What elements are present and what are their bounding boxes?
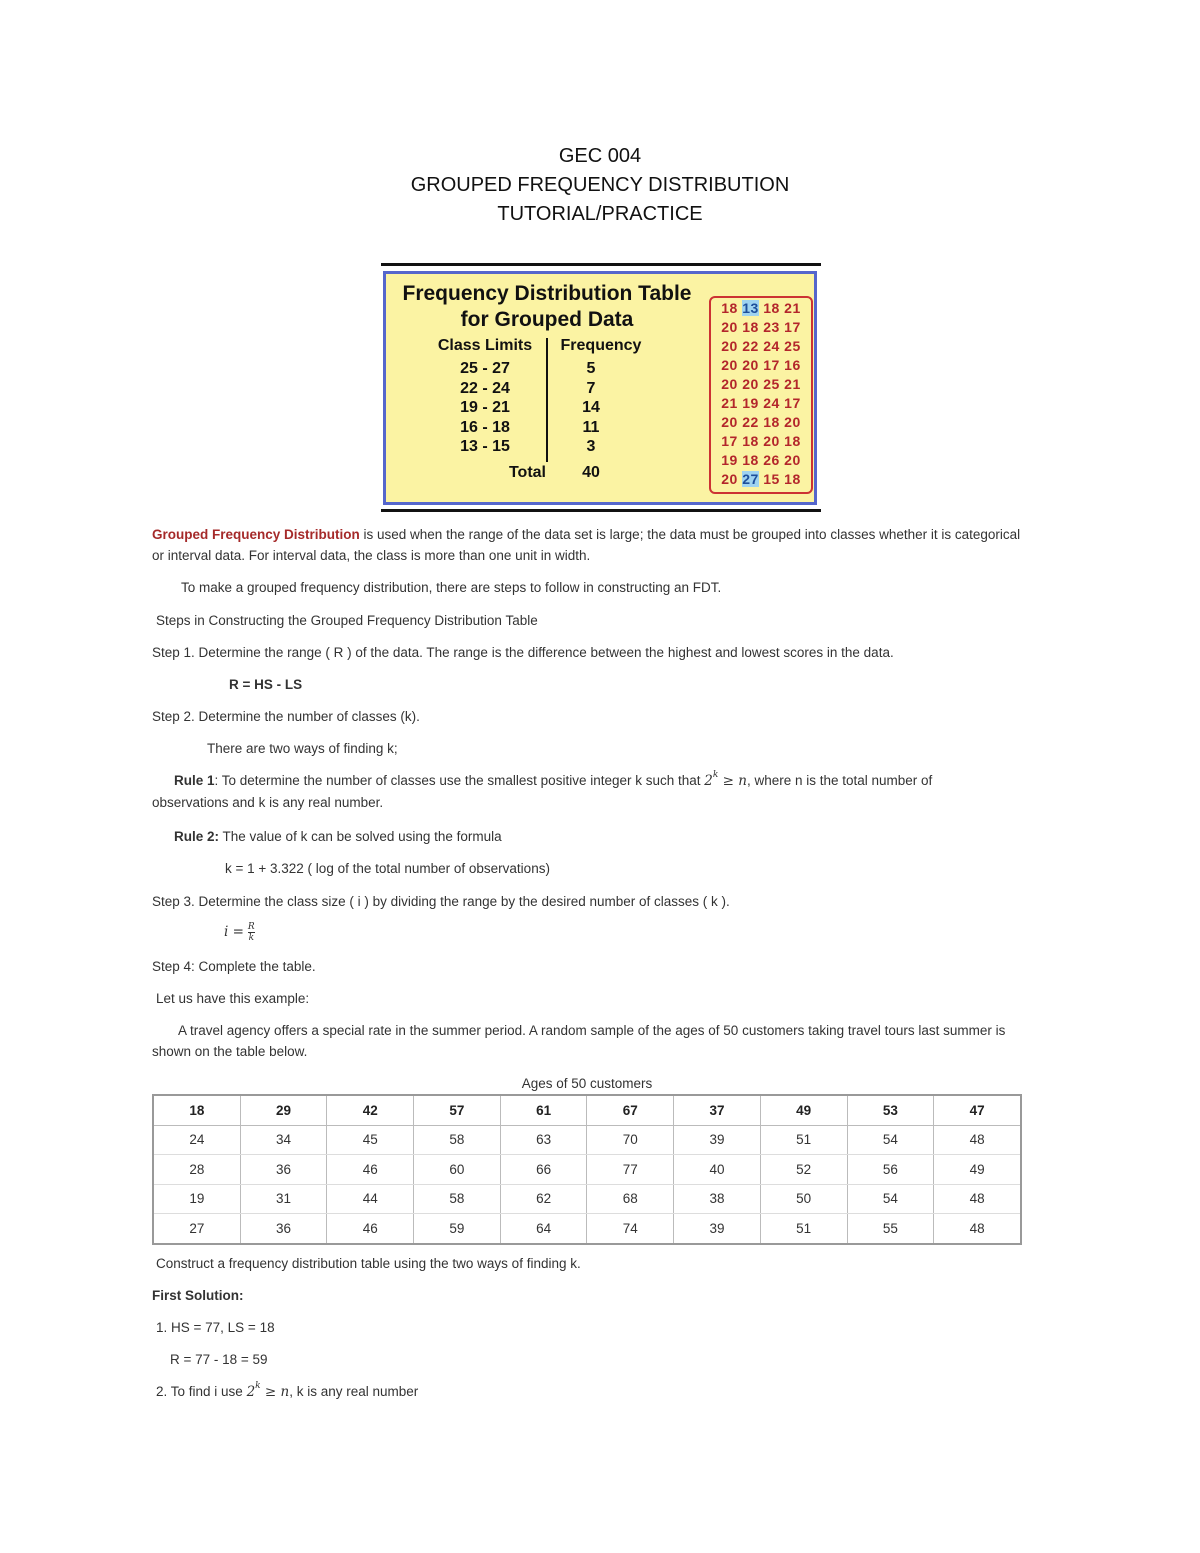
raw-data-value: 13 <box>742 300 759 316</box>
table-cell: 37 <box>674 1095 761 1125</box>
table-cell: 66 <box>500 1155 587 1185</box>
raw-data-row <box>711 376 811 392</box>
table-cell: 42 <box>327 1095 414 1125</box>
table-row <box>153 1155 1021 1185</box>
table-cell: 46 <box>327 1155 414 1185</box>
table-cell: 53 <box>847 1095 934 1125</box>
figure-frequency-3: 11 <box>582 418 600 436</box>
table-cell: 67 <box>587 1095 674 1125</box>
solution-item2 <box>156 1381 419 1400</box>
raw-data-value: 20 <box>721 414 738 430</box>
step3-formula <box>224 922 255 943</box>
table-cell: 29 <box>240 1095 327 1125</box>
figure-limit-3: 16 - 18 <box>460 418 510 436</box>
rule2-text: The value of k can be solved using the formula <box>219 829 502 844</box>
figure-limit-4: 13 - 15 <box>460 438 510 455</box>
solution-item2-pre: 2. To find i use <box>156 1384 247 1399</box>
figure-title-line1: Frequency Distribution Table <box>402 282 692 305</box>
table-cell: 54 <box>847 1125 934 1155</box>
solution-item2-base: 2 <box>246 1384 256 1400</box>
rule1-tail: , where n is the total number of <box>746 773 933 788</box>
table-row <box>153 1095 1021 1125</box>
raw-data-value: 18 <box>721 300 738 316</box>
raw-data-value: 19 <box>721 452 738 468</box>
raw-data-value: 24 <box>763 395 780 411</box>
frequency-table-figure <box>383 271 817 505</box>
table-cell: 59 <box>414 1214 501 1244</box>
figure-divider <box>546 338 548 462</box>
table-cell: 27 <box>153 1214 240 1244</box>
raw-data-value: 18 <box>784 471 801 487</box>
figure-frequency-4: 3 <box>586 438 596 455</box>
table-cell: 63 <box>500 1125 587 1155</box>
step3-fraction <box>248 922 255 943</box>
step2-text: Step 2. Determine the number of classes (k). <box>152 709 420 724</box>
table-cell: 39 <box>674 1214 761 1244</box>
rule2-formula: k = 1 + 3.322 ( log of the total number of observations) <box>225 861 550 876</box>
table-cell: 58 <box>414 1125 501 1155</box>
raw-data-value: 21 <box>721 395 738 411</box>
raw-data-row <box>711 414 811 430</box>
raw-data-value: 18 <box>763 300 780 316</box>
solution-item2-exp: k <box>255 1381 261 1391</box>
raw-data-value: 20 <box>721 376 738 392</box>
step3-fraction-den: k <box>248 933 255 943</box>
table-cell: 36 <box>240 1155 327 1185</box>
raw-data-value: 21 <box>784 376 801 392</box>
rule1-line1 <box>174 770 933 789</box>
raw-data-value: 20 <box>742 357 759 373</box>
table-cell: 68 <box>587 1184 674 1214</box>
raw-data-row <box>711 300 811 316</box>
table-cell: 18 <box>153 1095 240 1125</box>
intro-term: Grouped Frequency Distribution <box>152 527 360 542</box>
raw-data-value: 20 <box>721 338 738 354</box>
example-line1: A travel agency offers a special rate in the summer period. A random sample of the ages of 50 customers taking travel tours last summer is <box>178 1023 1006 1038</box>
table-cell: 39 <box>674 1125 761 1155</box>
raw-data-row <box>711 395 811 411</box>
table-cell: 48 <box>934 1125 1021 1155</box>
raw-data-value: 20 <box>721 319 738 335</box>
table-cell: 56 <box>847 1155 934 1185</box>
rule1-math <box>704 770 747 789</box>
raw-data-value: 18 <box>763 414 780 430</box>
intro-line1-rest: is used when the range of the data set is large; the data must be grouped into classes whether it is categorical <box>359 527 1021 542</box>
table-cell: 49 <box>760 1095 847 1125</box>
raw-data-value: 18 <box>742 433 759 449</box>
table-cell: 51 <box>760 1125 847 1155</box>
rule1-math-rest: ≥ n <box>718 773 747 789</box>
figure-limit-2: 19 - 21 <box>460 399 510 416</box>
table-cell: 38 <box>674 1184 761 1214</box>
steps-heading: Steps in Constructing the Grouped Frequency Distribution Table <box>156 613 538 628</box>
table-row <box>153 1214 1021 1244</box>
raw-data-row <box>711 471 811 487</box>
table-cell: 60 <box>414 1155 501 1185</box>
step3-fraction-num: R <box>247 922 255 932</box>
table-cell: 48 <box>934 1184 1021 1214</box>
solution-item1: 1. HS = 77, LS = 18 <box>156 1320 275 1335</box>
figure-frequency-0: 5 <box>586 360 596 377</box>
table-cell: 51 <box>760 1214 847 1244</box>
raw-data-value: 25 <box>784 338 801 354</box>
figure-total-value: 40 <box>582 464 600 481</box>
intro-line3: To make a grouped frequency distribution, there are steps to follow in constructing an FDT. <box>181 580 722 595</box>
raw-data-value: 18 <box>742 319 759 335</box>
raw-data-value: 17 <box>784 319 801 335</box>
ages-table-caption: Ages of 50 customers <box>521 1076 653 1091</box>
table-cell: 55 <box>847 1214 934 1244</box>
table-cell: 49 <box>934 1155 1021 1185</box>
raw-data-value: 19 <box>742 395 759 411</box>
table-cell: 50 <box>760 1184 847 1214</box>
solution-item2-tail: , k is any real number <box>289 1384 419 1399</box>
table-cell: 64 <box>500 1214 587 1244</box>
rule1-math-base: 2 <box>704 773 713 789</box>
table-cell: 77 <box>587 1155 674 1185</box>
intro-line1 <box>152 527 1020 542</box>
raw-data-value: 22 <box>742 414 759 430</box>
table-cell: 70 <box>587 1125 674 1155</box>
raw-data-value: 20 <box>721 357 738 373</box>
table-row <box>153 1184 1021 1214</box>
table-cell: 36 <box>240 1214 327 1244</box>
raw-data-row <box>711 338 811 354</box>
figure-frequency-1: 7 <box>586 379 596 397</box>
raw-data-value: 18 <box>742 452 759 468</box>
table-cell: 40 <box>674 1155 761 1185</box>
table-cell: 52 <box>760 1155 847 1185</box>
solution-item1b: R = 77 - 18 = 59 <box>170 1352 268 1367</box>
rule1-label: Rule 1 <box>174 773 215 788</box>
raw-data-row <box>711 433 811 449</box>
step3-formula-left: i = <box>224 924 244 940</box>
example-intro: Let us have this example: <box>156 991 310 1006</box>
rule2-label: Rule 2: <box>174 829 220 844</box>
table-cell: 24 <box>153 1125 240 1155</box>
raw-data-value: 20 <box>742 376 759 392</box>
rule2-line <box>174 829 502 844</box>
table-cell: 19 <box>153 1184 240 1214</box>
table-cell: 34 <box>240 1125 327 1155</box>
solution-heading: First Solution: <box>152 1288 244 1303</box>
raw-data-value: 20 <box>763 433 780 449</box>
raw-data-value: 20 <box>784 452 801 468</box>
raw-data-row <box>711 452 811 468</box>
raw-data-value: 23 <box>763 319 780 335</box>
raw-data-value: 21 <box>784 300 801 316</box>
raw-data-value: 20 <box>784 414 801 430</box>
step4-text: Step 4: Complete the table. <box>152 959 316 974</box>
raw-data-value: 26 <box>763 452 780 468</box>
ages-table <box>152 1094 1022 1245</box>
table-cell: 46 <box>327 1214 414 1244</box>
figure-frequency-2: 14 <box>582 399 600 416</box>
step3-text: Step 3. Determine the class size ( i ) by dividing the range by the desired number of classes ( k ). <box>152 894 730 909</box>
table-cell: 31 <box>240 1184 327 1214</box>
table-cell: 61 <box>500 1095 587 1125</box>
rule1-math-exp: k <box>712 770 719 780</box>
figure-total-label: Total <box>508 464 546 481</box>
solution-instruction: Construct a frequency distribution table using the two ways of finding k. <box>156 1256 581 1271</box>
solution-item2-rest: ≥ n <box>260 1384 290 1400</box>
table-cell: 28 <box>153 1155 240 1185</box>
table-cell: 57 <box>414 1095 501 1125</box>
table-row <box>153 1125 1021 1155</box>
raw-data-value: 27 <box>742 471 759 487</box>
raw-data-value: 17 <box>721 433 738 449</box>
figure-col-limits: Class Limits <box>437 337 533 354</box>
rule1-text: : To determine the number of classes use the smallest positive integer k such that <box>214 773 705 788</box>
document-subtitle: TUTORIAL/PRACTICE <box>497 203 703 225</box>
table-cell: 44 <box>327 1184 414 1214</box>
rule1-line2: observations and k is any real number. <box>152 795 384 810</box>
raw-data-row <box>711 319 811 335</box>
raw-data-value: 16 <box>784 357 801 373</box>
table-cell: 62 <box>500 1184 587 1214</box>
step2-note: There are two ways of finding k; <box>207 741 398 756</box>
table-cell: 58 <box>414 1184 501 1214</box>
raw-data-value: 17 <box>763 357 780 373</box>
step1-text: Step 1. Determine the range ( R ) of the data. The range is the difference between the highest and lowest scores in the data. <box>152 645 894 660</box>
figure-limit-1: 22 - 24 <box>460 379 510 397</box>
example-line2: shown on the table below. <box>152 1044 308 1059</box>
raw-data-value: 15 <box>763 471 780 487</box>
solution-item2-math <box>246 1381 290 1400</box>
raw-data-value: 24 <box>763 338 780 354</box>
step1-formula: R = HS - LS <box>229 677 303 692</box>
intro-line2: or interval data. For interval data, the class is more than one unit in width. <box>152 548 591 563</box>
figure-bottom-rule <box>381 509 821 512</box>
table-cell: 48 <box>934 1214 1021 1244</box>
raw-data-box <box>709 296 813 494</box>
raw-data-row <box>711 357 811 373</box>
raw-data-value: 22 <box>742 338 759 354</box>
table-cell: 45 <box>327 1125 414 1155</box>
raw-data-value: 17 <box>784 395 801 411</box>
raw-data-value: 20 <box>721 471 738 487</box>
table-cell: 54 <box>847 1184 934 1214</box>
course-code: GEC 004 <box>558 145 642 167</box>
figure-title-line2: for Grouped Data <box>460 308 634 331</box>
table-cell: 74 <box>587 1214 674 1244</box>
figure-col-frequency: Frequency <box>560 337 642 354</box>
figure-limit-0: 25 - 27 <box>460 360 510 377</box>
raw-data-value: 25 <box>763 376 780 392</box>
raw-data-value: 18 <box>784 433 801 449</box>
table-cell: 47 <box>934 1095 1021 1125</box>
figure-top-rule <box>381 263 821 266</box>
document-title: GROUPED FREQUENCY DISTRIBUTION <box>410 174 790 196</box>
